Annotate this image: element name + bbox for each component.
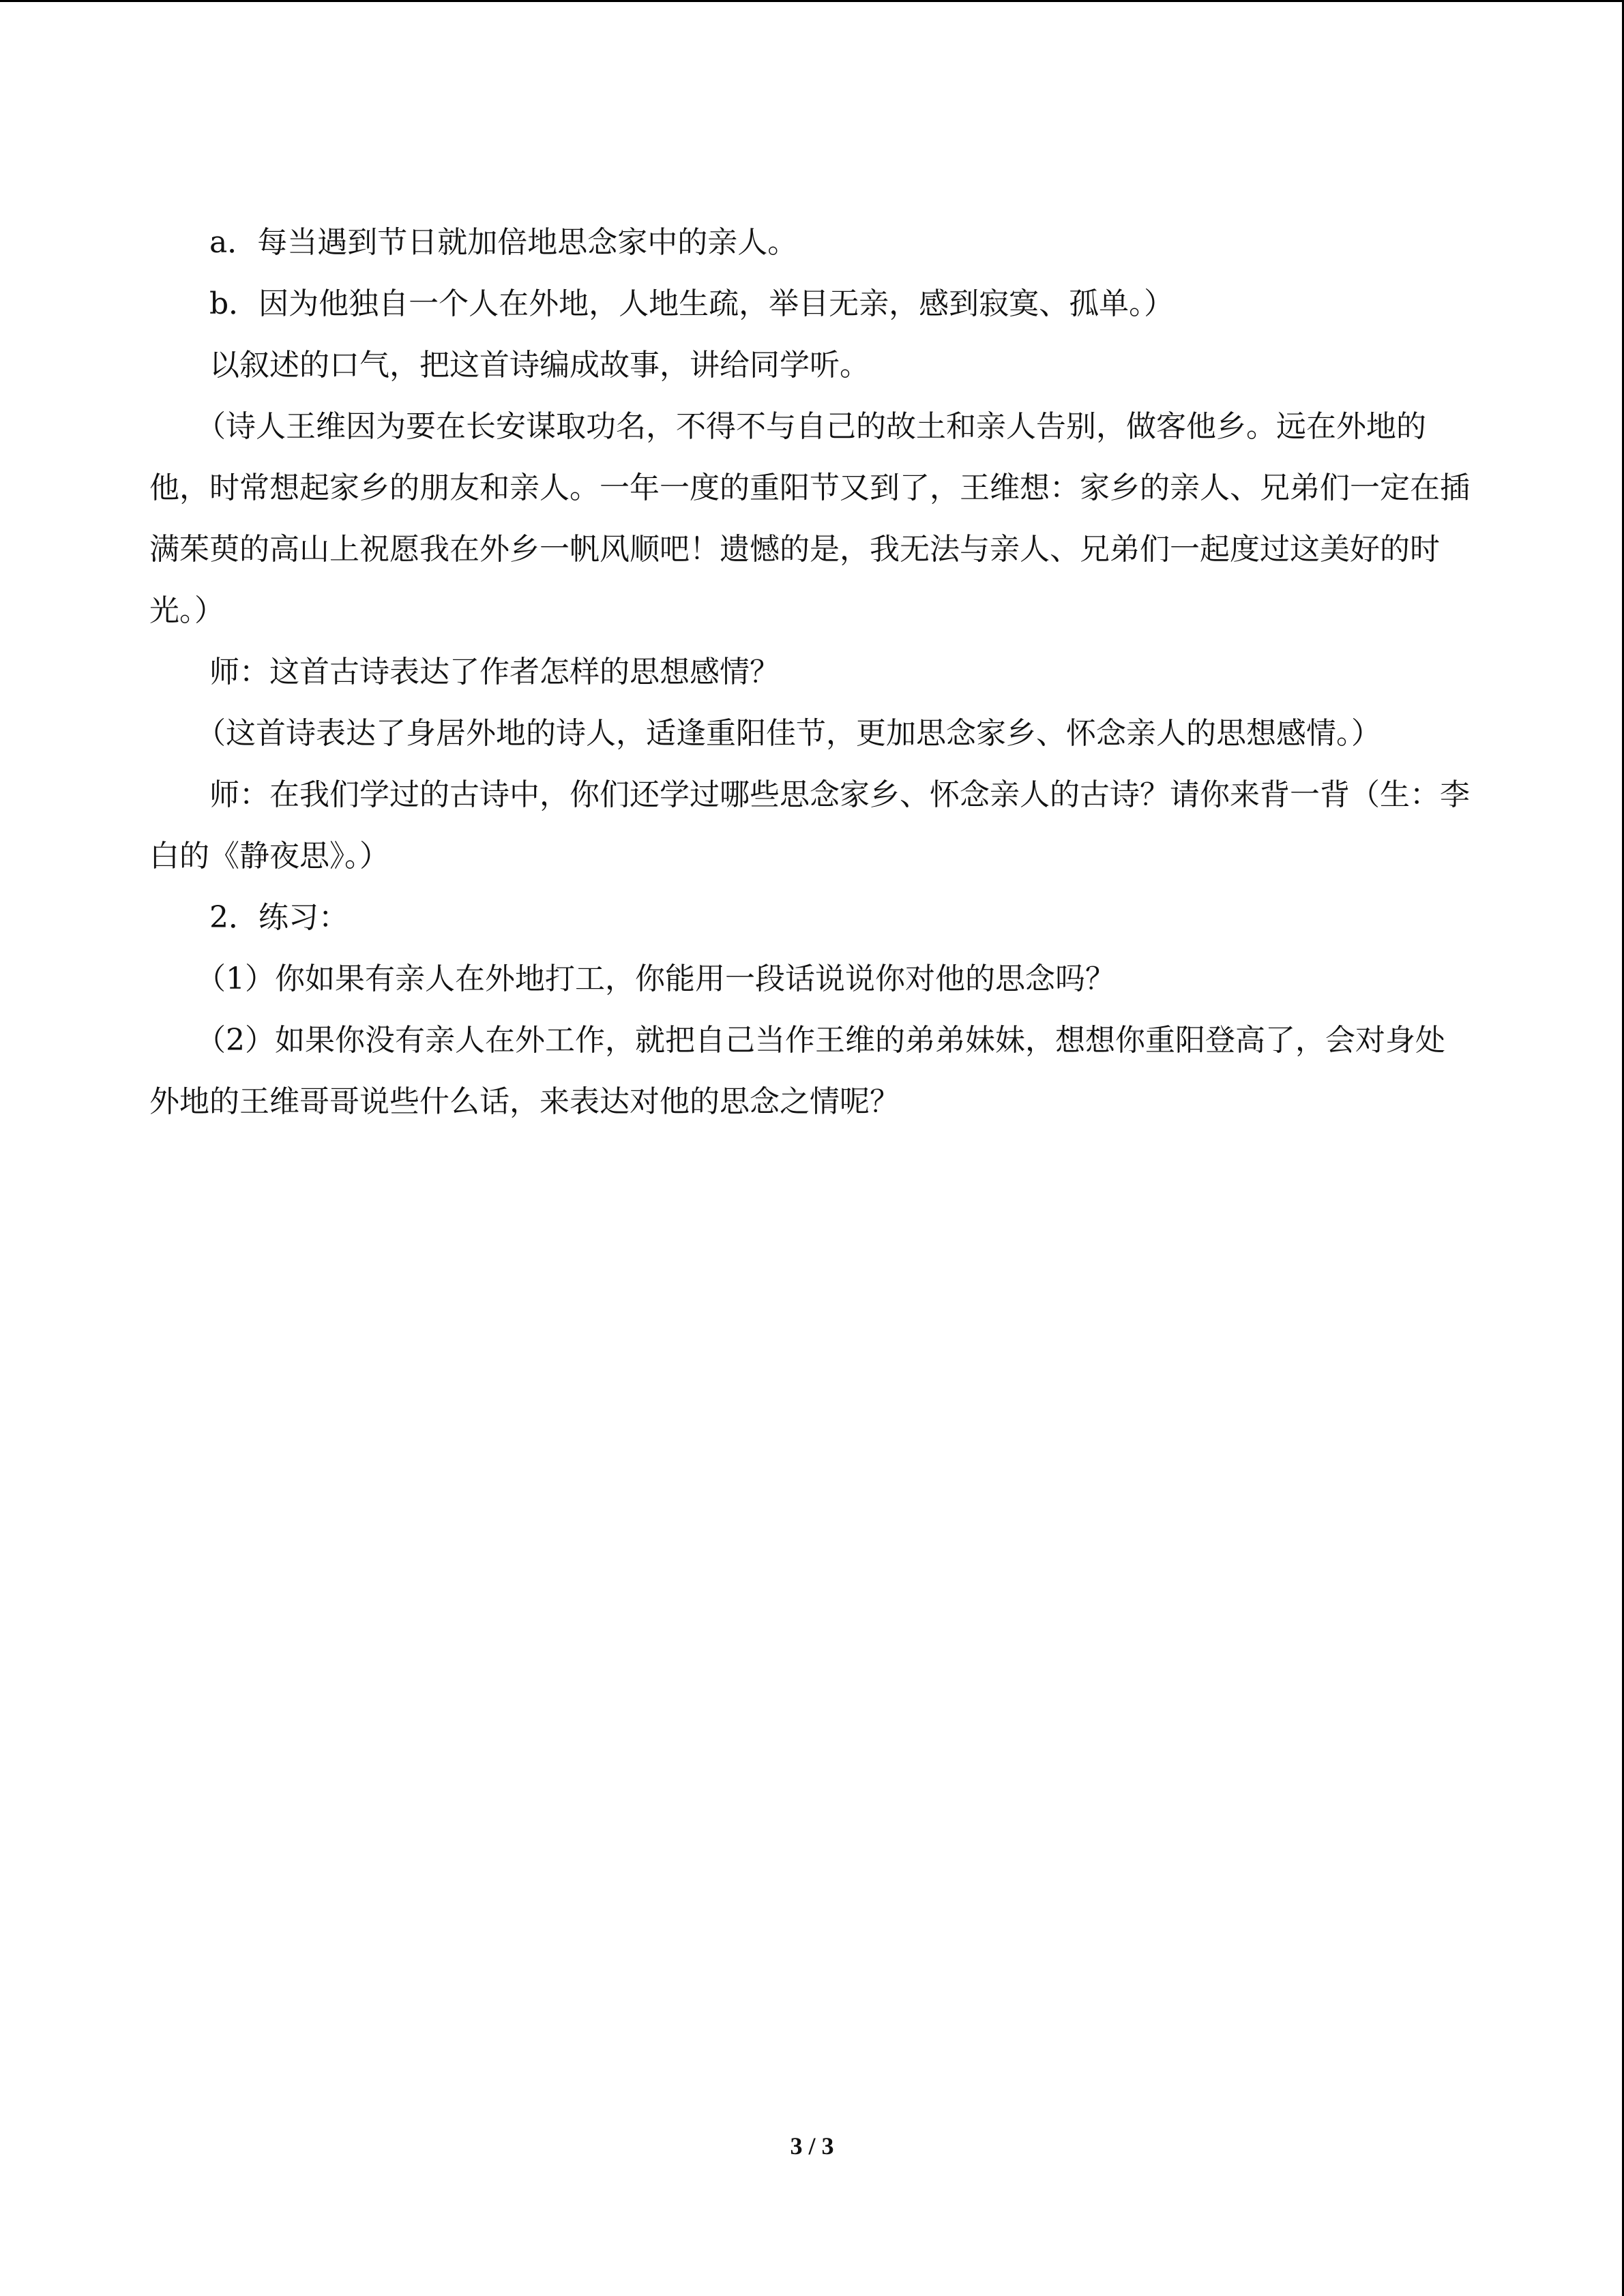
paragraph-story: （诗人王维因为要在长安谋取功名，不得不与自己的故土和亲人告别，做客他乡。远在外地的他，时常想起家乡的朋友和亲人。一年一度的重阳节又到了，王维想：家乡的亲人、兄弟们一定在插满茱萸的高山上祝愿我在外乡一帆风顺吧！遗憾的是，我无法与亲人、兄弟们一起度过这美好的时光。） (149, 409, 1470, 628)
document-body (149, 212, 1475, 1133)
paragraph-answer-feeling: （这首诗表达了身居外地的诗人，适逢重阳佳节，更加思念家乡、怀念亲人的思想感情。） (196, 716, 1381, 751)
paragraph-teacher-recall: 师：在我们学过的古诗中，你们还学过哪些思念家乡、怀念亲人的古诗？请你来背一背（生：李白的《静夜思》。） (149, 777, 1470, 874)
paragraph-teacher-question: 师：这首古诗表达了作者怎样的思想感情？ (209, 655, 780, 689)
page-number: 3 / 3 (790, 2132, 834, 2160)
paragraph-answer-a: a．每当遇到节日就加倍地思念家中的亲人。 (209, 225, 798, 260)
paragraph-exercise-heading: 2．练习： (209, 900, 349, 935)
paragraph-exercise-2: （2）如果你没有亲人在外工作，就把自己当作王维的弟弟妹妹，想想你重阳登高了，会对身处外地的王维哥哥说些什么话，来表达对他的思念之情呢？ (149, 1023, 1445, 1119)
paragraph-exercise-1: （1）你如果有亲人在外地打工，你能用一段话说说你对他的思念吗？ (196, 961, 1115, 996)
paragraph-instruction: 以叙述的口气，把这首诗编成故事，讲给同学听。 (209, 348, 870, 383)
paragraph-answer-b: b．因为他独自一个人在外地，人地生疏，举目无亲，感到寂寞、孤单。） (209, 286, 1175, 321)
